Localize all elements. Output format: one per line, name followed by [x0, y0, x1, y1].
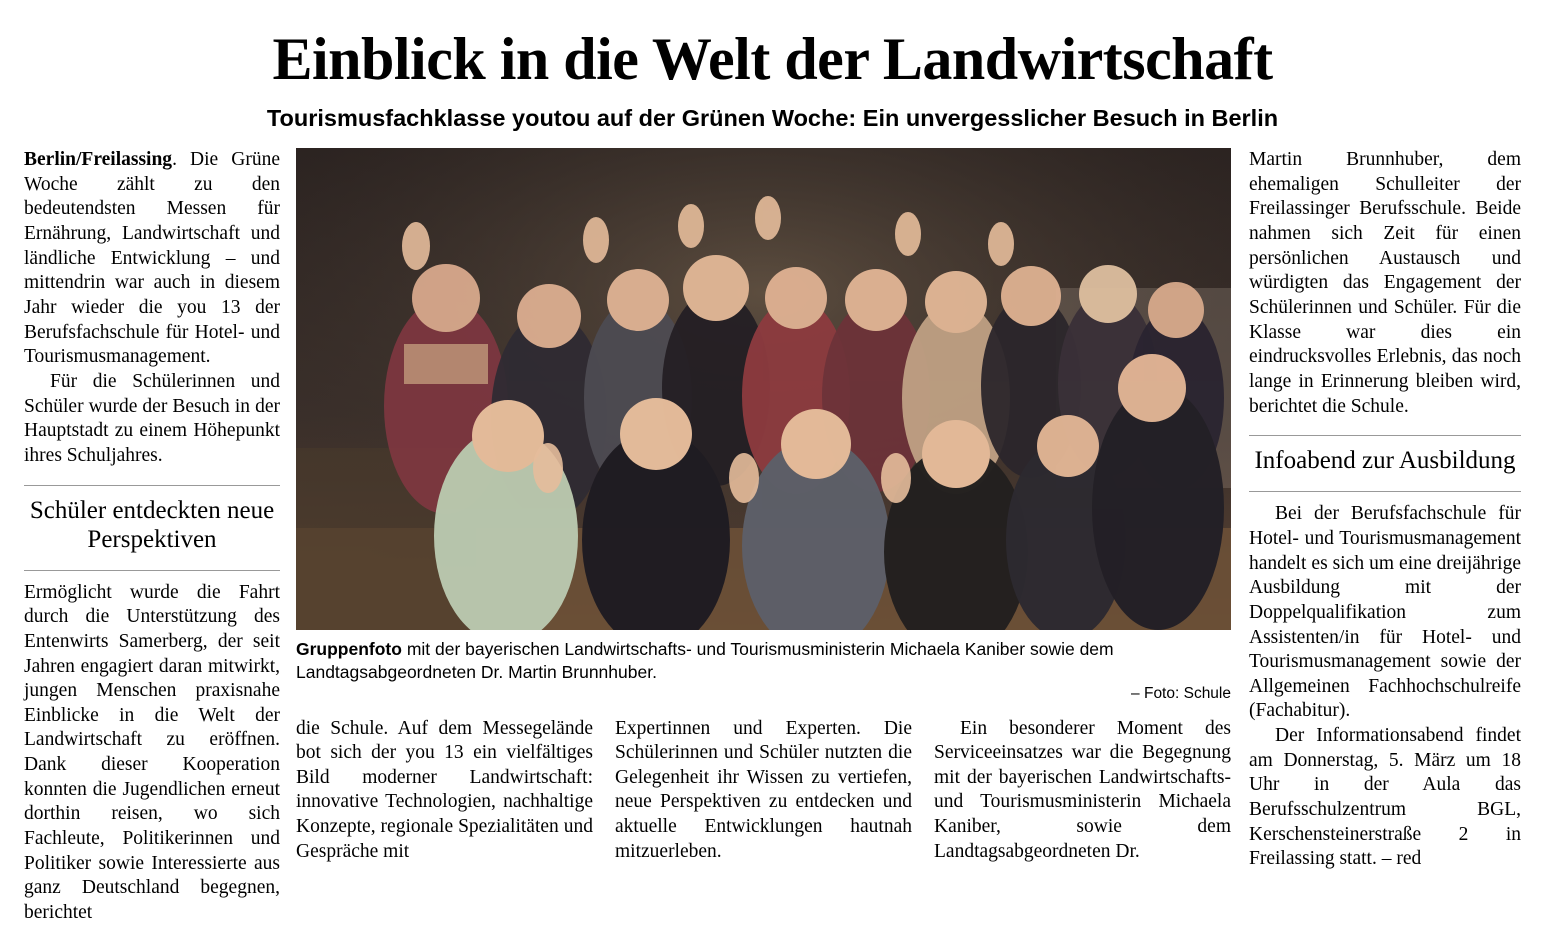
bottom-column-3 — [934, 717, 1231, 865]
paragraph: Ein besonderer Moment des Serviceeinsatzes war die Begegnung mit der bayerischen Landwirtschafts- und Tourismusministerin Michaela Kaniber, sowie dem Landtagsabgeordneten Dr. — [934, 717, 1231, 862]
paragraph: Martin Brunnhuber, dem ehemaligen Schulleiter der Freilassinger Berufsschule. Beide nahmen sich Zeit für einen persönlichen Austausch und würdigten das Engagement der Schülerinnen und Schüler. Für die Klasse war dies ein eindrucksvolles Erlebnis, das noch lange in Erinnerung bleiben wird, berichtet die Schule. — [1249, 149, 1521, 417]
paragraph: Expertinnen und Experten. Die Schülerinnen und Schüler nutzten die Gelegenheit ihr Wissen zu vertiefen, neue Perspektiven zu entdecken und aktuelle Entwicklungen hautnah mitzuerleben. — [615, 717, 912, 862]
divider — [24, 485, 280, 486]
dateline: Berlin/Freilassing — [24, 149, 173, 171]
photo-credit: – Foto: Schule — [1131, 684, 1231, 702]
photo-block — [296, 148, 1231, 703]
column-center — [296, 148, 1231, 864]
section-title: Schüler entdeckten neue Perspektiven — [29, 496, 275, 553]
photo-caption-text: mit der bayerischen Landwirtschafts- und Tourismusministerin Michaela Kaniber sowie dem Landtagsabgeordneten Dr. Martin Brunnhuber. — [296, 639, 1114, 682]
subheadline: Tourismusfachklasse youtou auf der Grünen Woche: Ein unvergesslicher Besuch in Berlin — [266, 105, 1279, 131]
bottom-columns — [296, 717, 1231, 865]
paragraph: die Schule. Auf dem Messegelände bot sich der you 13 ein vielfältiges Bild moderner Landwirtschaft: innovative Technologien, nachhaltige Konzepte, regionale Spezialitäten und Gespräche mit — [296, 717, 593, 862]
paragraph: Für die Schülerinnen und Schüler wurde der Besuch in der Hauptstadt zu einem Höhepunkt ihres Schuljahres. — [24, 370, 280, 466]
bottom-column-2 — [615, 717, 912, 865]
gruppenfoto-image — [296, 148, 1231, 630]
paragraph: Der Informationsabend findet am Donnerstag, 5. März um 18 Uhr in der Aula das Berufsschulzentrum BGL, Kerschensteinerstraße 2 in Freilassing statt. – red — [1249, 725, 1521, 870]
column-right — [1231, 148, 1521, 872]
divider — [1249, 491, 1521, 492]
bottom-column-1 — [296, 717, 593, 865]
paragraph-lead-text: . Die Grüne Woche zählt zu den bedeutendsten Messen für Ernährung, Landwirtschaft und ländliche Entwicklung – und mittendrin war auch in diesem Jahr wieder die you 13 der Berufsfachschule für Hotel- und Tourismusmanagement. — [24, 149, 280, 368]
paragraph: Bei der Berufsfachschule für Hotel- und Tourismusmanagement handelt es sich um eine dreijährige Ausbildung mit der Doppelqualifikation zum Assistenten/in für Hotel- und Tourismusmanagement sowie der Allgemeinen Fachhochschulreife (Fachabitur). — [1249, 503, 1521, 722]
paragraph: Ermöglicht wurde die Fahrt durch die Unterstützung des Entenwirts Samerberg, der seit Jahren engagiert daran mitwirkt, jungen Menschen praxisnahe Einblicke in die Welt der Landwirtschaft zu eröffnen. Dank dieser Kooperation konnten die Jugendlichen erneut dorthin reisen, wo sich Fachleute, Politikerinnen und Politiker sowie Interessierte aus ganz Deutschland begegnen, berichtet — [24, 581, 280, 924]
section-title: Infoabend zur Ausbildung — [1254, 447, 1516, 475]
photo-caption-lead: Gruppenfoto — [296, 639, 402, 660]
divider — [24, 570, 280, 571]
paragraph-lead — [24, 148, 280, 370]
page-title: Einblick in die Welt der Landwirtschaft — [272, 26, 1273, 92]
column-left — [24, 148, 296, 926]
divider — [1249, 435, 1521, 436]
photo-caption — [296, 638, 1231, 684]
article-body — [24, 148, 1521, 926]
